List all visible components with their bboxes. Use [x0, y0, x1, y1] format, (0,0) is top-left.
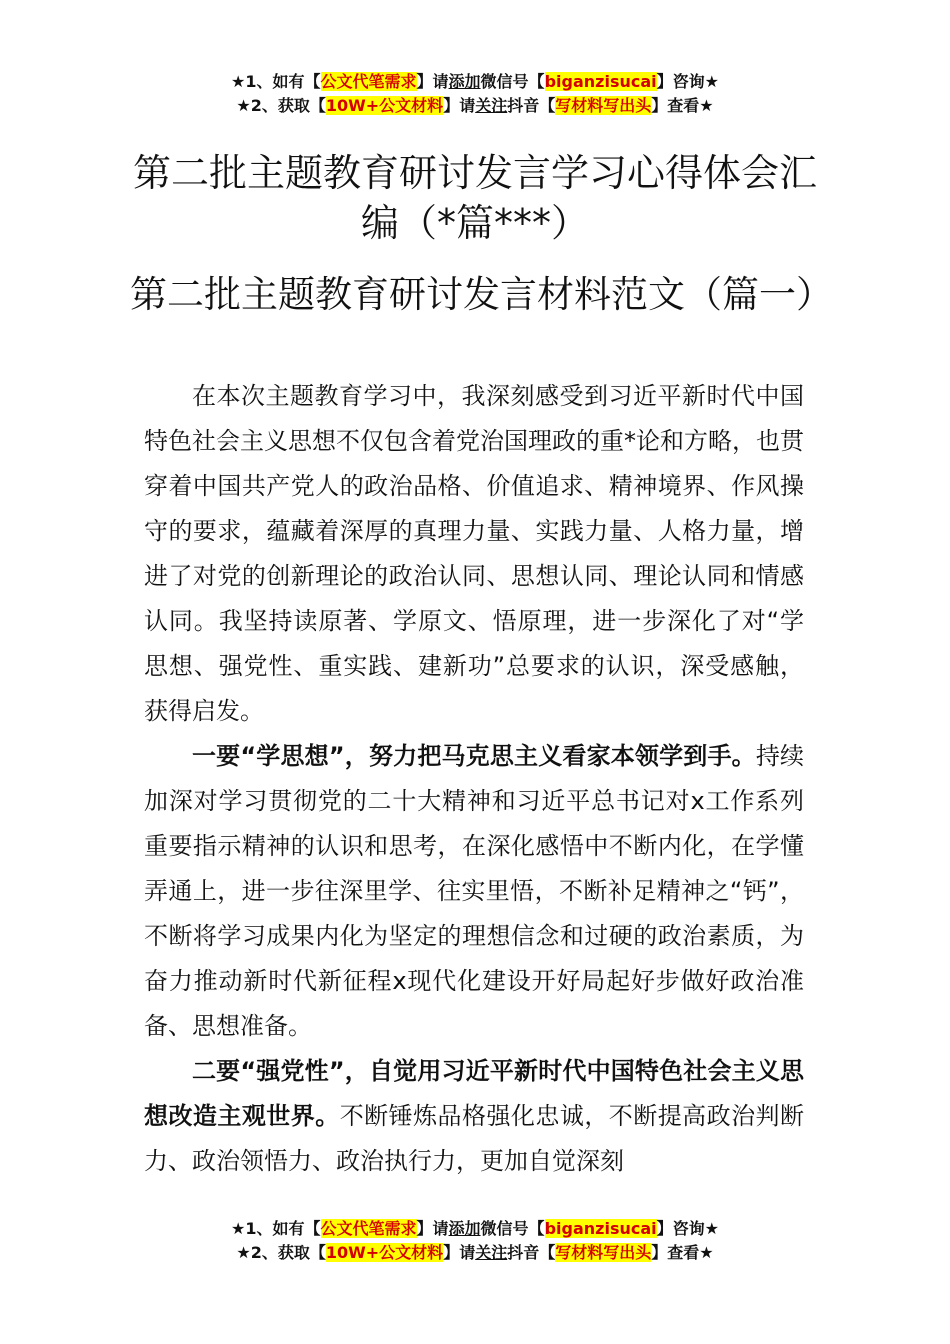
- banner-text: 】咨询★: [656, 1219, 719, 1238]
- paragraph-point-two: [144, 1049, 804, 1184]
- banner-line-2: [0, 1241, 950, 1265]
- banner-text: ★2、获取【: [236, 1243, 326, 1262]
- top-banner: [0, 70, 950, 118]
- banner-text: ★1、如有【: [231, 72, 321, 91]
- point-one-text: 持续加深对学习贯彻党的二十大精神和习近平总书记对x工作系列重要指示精神的认识和思考，在深化感悟中不断内化，在学懂弄通上，进一步往深里学、往实里悟，不断补足精神之“钙”，不断将学习成果内化为坚定的理想信念和过硬的政治素质，为奋力推动新时代新征程x现代化建设开好局起好步做好政治准备、思想准备。: [144, 742, 805, 1040]
- banner-underlined: 关注: [475, 1243, 508, 1262]
- banner-underlined: 添加: [448, 72, 481, 91]
- banner-wechat-id: biganzisucai: [544, 72, 657, 91]
- banner-text: 】请: [416, 72, 449, 91]
- banner-text: 抖音【: [507, 1243, 556, 1262]
- banner-highlight: 公文代笔需求: [320, 72, 417, 91]
- document-body: [144, 374, 804, 1184]
- banner-underlined: 添加: [448, 1219, 481, 1238]
- bottom-banner: [0, 1217, 950, 1265]
- banner-text: 抖音【: [507, 96, 556, 115]
- banner-underlined: 关注: [475, 96, 508, 115]
- banner-text: 】请: [416, 1219, 449, 1238]
- paragraph-intro: 在本次主题教育学习中，我深刻感受到习近平新时代中国特色社会主义思想不仅包含着党治国理政的重*论和方略，也贯穿着中国共产党人的政治品格、价值追求、精神境界、作风操守的要求，蕴藏着深厚的真理力量、实践力量、人格力量，增进了对党的创新理论的政治认同、思想认同、理论认同和情感认同。我坚持读原著、学原文、悟原理，进一步深化了对“学思想、强党性、重实践、建新功”总要求的认识，深受感触，获得启发。: [144, 382, 804, 725]
- banner-text: ★1、如有【: [231, 1219, 321, 1238]
- banner-line-1: [0, 70, 950, 94]
- banner-wechat-id: biganzisucai: [544, 1219, 657, 1238]
- banner-text: ★2、获取【: [236, 96, 326, 115]
- point-two-text: 不断锤炼品格强化忠诚，不断提高政治判断力、政治领悟力、政治执行力，更加自觉深刻: [144, 1102, 805, 1175]
- document-title: 第二批主题教育研讨发言学习心得体会汇编（*篇***）: [132, 151, 817, 245]
- banner-text: 】查看★: [651, 1243, 714, 1262]
- banner-douyin-account: 写材料写出头: [555, 1243, 652, 1262]
- banner-douyin-account: 写材料写出头: [555, 96, 652, 115]
- banner-highlight: 10W+公文材料: [325, 96, 444, 115]
- banner-text: 】查看★: [651, 96, 714, 115]
- banner-text: 】请: [443, 96, 476, 115]
- paragraph-point-one: [144, 734, 804, 1049]
- banner-text: 】咨询★: [656, 72, 719, 91]
- point-one-heading: 一要“学思想”，努力把马克思主义看家本领学到手。: [192, 742, 756, 770]
- banner-highlight: 公文代笔需求: [320, 1219, 417, 1238]
- document-subtitle: 第二批主题教育研讨发言材料范文（篇一）: [130, 273, 833, 316]
- banner-highlight: 10W+公文材料: [325, 1243, 444, 1262]
- banner-text: 微信号【: [480, 72, 545, 91]
- banner-text: 微信号【: [480, 1219, 545, 1238]
- banner-line-1: [0, 1217, 950, 1241]
- banner-line-2: [0, 94, 950, 118]
- point-two-heading: 二要“强党性”，自觉用习近平新时代中国特色社会主义思想改造主观世界。: [144, 1057, 804, 1130]
- banner-text: 】请: [443, 1243, 476, 1262]
